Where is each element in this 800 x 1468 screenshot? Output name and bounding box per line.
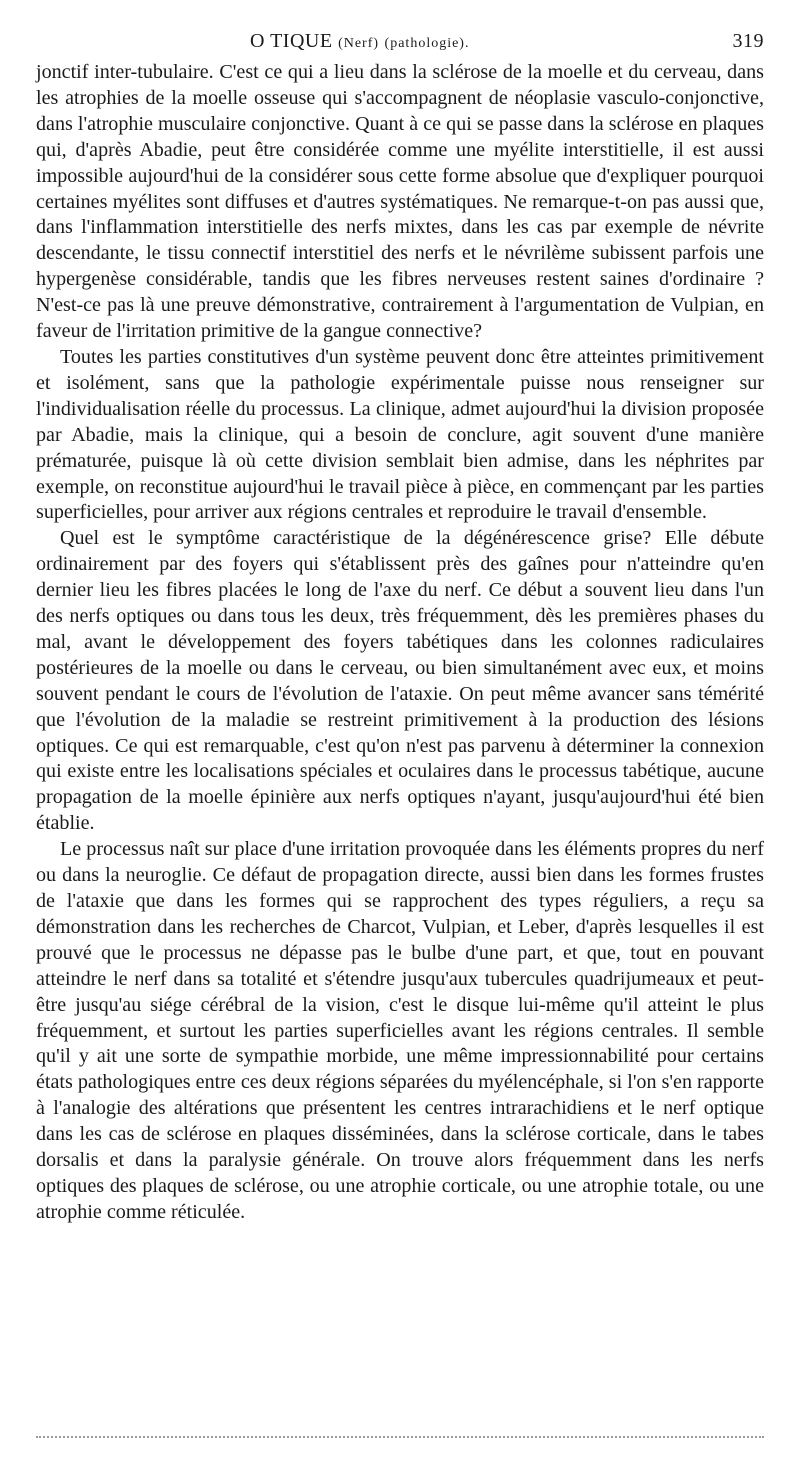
running-title — [250, 30, 469, 53]
paragraph-continuation: jonctif inter-tubulaire. C'est ce qui a lieu dans la sclérose de la moelle et du cerveau, dans les atrophies de la moelle osseuse qui s'accompagnent de néoplasie vasculo-conjonctive, dans l'atrophie musculaire conjonctive. Quant à ce qui se passe dans la sclérose en plaques qui, d'après Abadie, peut être considérée comme une myélite interstitielle, il est aussi impossible aujourd'hui de la considérer sous cette forme absolue que d'expliquer pourquoi certaines myélites sont diffuses et d'autres systématiques. Ne remarque-t-on pas aussi que, dans l'inflammation interstitielle des nerfs mixtes, dans les cas par exemple de névrite descendante, le tissu connectif interstitiel des nerfs et le névrilème subissent parfois une hypergenèse considérable, tandis que les fibres nerveuses restent saines d'ordinaire ? N'est-ce pas là une preuve démonstrative, contrairement à l'argumentation de Vulpian, en faveur de l'irritation primitive de la gangue connective? — [36, 61, 764, 343]
running-head — [36, 30, 764, 60]
running-title-nerf: (Nerf) — [338, 36, 380, 51]
paragraph: Le processus naît sur place d'une irritation provoquée dans les éléments propres du nerf ou dans la neuroglie. Ce défaut de propagation directe, aussi bien dans les formes frustes de l'ataxie que dans les formes qui se rapprochent des types réguliers, a reçu sa démonstration dans les recherches de Charcot, Vulpian, et Leber, d'après lesquelles il est prouvé que le processus ne dépasse pas le bulbe d'une part, et que, tout en pouvant atteindre le nerf dans sa totalité et s'étendre jusqu'aux tubercules quadrijumeaux et peut-être jusqu'au siége cérébral de la vision, c'est le disque lui-même qu'il atteint le plus fréquemment, et surtout les parties superficielles avant les régions centrales. Il semble qu'il y ait une sorte de sympathie morbide, une même impressionnabilité pour certains états pathologiques entre ces deux régions séparées du myélencéphale, si l'on s'en rapporte à l'analogie des altérations que présentent les centres intrarachidiens et le nerf optique dans les cas de sclérose en plaques disséminées, dans la sclérose corticale, dans le tabes dorsalis et dans la paralysie générale. On trouve alors fréquemment dans les nerfs optiques des plaques de sclérose, ou une atrophie corticale, ou une atrophie totale, ou une atrophie comme réticulée. — [36, 838, 764, 1223]
running-title-section: (pathologie). — [384, 36, 470, 51]
paragraph: Quel est le symptôme caractéristique de la dégénérescence grise? Elle débute ordinairement par des foyers qui s'établissent près des gaînes pour n'atteindre qu'en dernier lieu les fibres placées le long de l'axe du nerf. Ce début a souvent lieu dans l'un des nerfs optiques ou dans tous les deux, très fréquemment, dès les premières phases du mal, avant le développement des foyers tabétiques dans les colonnes radiculaires postérieures de la moelle ou dans le cerveau, ou bien simultanément avec eux, et moins souvent pendant le cours de l'évolution de l'ataxie. On peut même avancer sans témérité que l'évolution de la maladie se restreint primitivement à la production des lésions optiques. Ce qui est remarquable, c'est qu'on n'est pas parvenu à déterminer la connexion qui existe entre les localisations spéciales et oculaires dans le processus tabétique, aucune propagation de la moelle épinière aux nerfs optiques n'ayant, jusqu'aujourd'hui été bien établie. — [36, 527, 764, 835]
footer-divider — [36, 1436, 764, 1438]
running-title-main: O TIQUE — [250, 30, 333, 52]
book-page — [36, 30, 764, 1226]
page-number: 319 — [732, 30, 764, 52]
paragraph: Toutes les parties constitutives d'un système peuvent donc être atteintes primitivement et isolément, sans que la pathologie expérimentale puisse nous renseigner sur l'individualisation réelle du processus. La clinique, admet aujourd'hui la division proposée par Abadie, mais la clinique, qui a besoin de conclure, agit souvent d'une manière prématurée, puisque là où cette division semblait bien admise, dans les néphrites par exemple, on reconstitue aujourd'hui le travail pièce à pièce, en commençant par les parties superficielles, pour arriver aux régions centrales et reproduire le travail d'ensemble. — [36, 345, 764, 524]
body-text — [36, 60, 764, 1226]
